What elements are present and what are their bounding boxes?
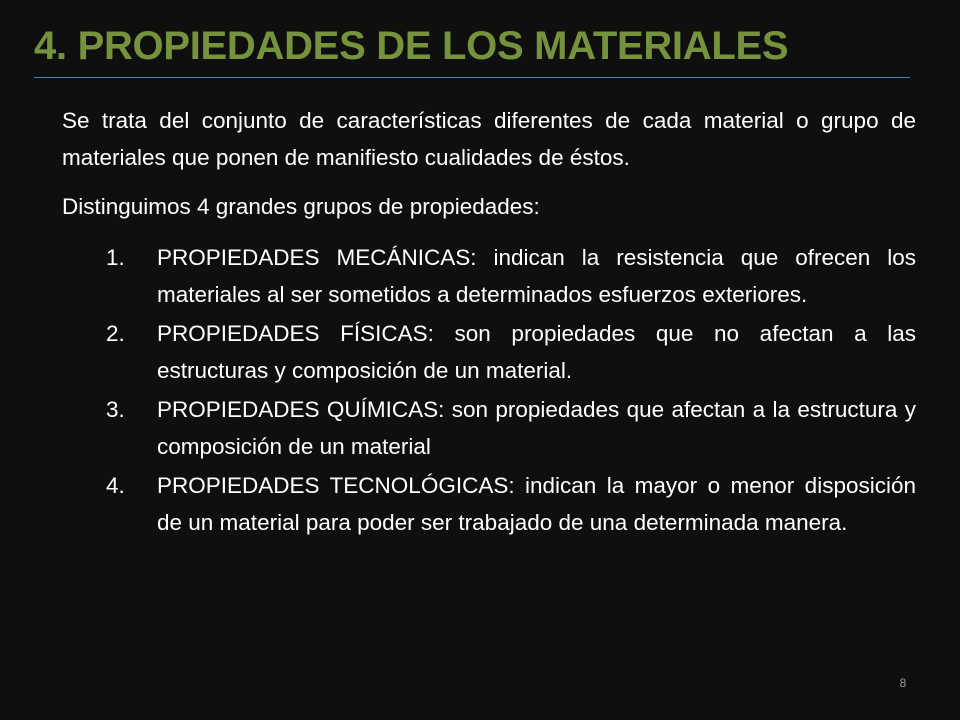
list-item-text: PROPIEDADES TECNOLÓGICAS: indican la mayor o menor disposición de un material para poder ser trabajado de una determinada manera.	[157, 473, 916, 535]
slide-title: 4. PROPIEDADES DE LOS MATERIALES	[34, 24, 789, 68]
list-item-text: PROPIEDADES MECÁNICAS: indican la resistencia que ofrecen los materiales al ser sometidos a determinados esfuerzos exteriores.	[157, 245, 916, 307]
list-item	[62, 239, 916, 313]
slide-body	[62, 102, 916, 543]
list-item-number: 3.	[106, 397, 125, 422]
list-item	[62, 391, 916, 465]
list-item	[62, 467, 916, 541]
page-number: 8	[899, 676, 907, 690]
list-item-text: PROPIEDADES QUÍMICAS: son propiedades que afectan a la estructura y composición de un material	[157, 397, 916, 459]
intro-paragraph: Se trata del conjunto de características diferentes de cada material o grupo de materiales que ponen de manifiesto cualidades de éstos.	[62, 108, 916, 170]
list-item	[62, 315, 916, 389]
list-item-number: 2.	[106, 321, 125, 346]
lead-paragraph: Distinguimos 4 grandes grupos de propiedades:	[62, 194, 540, 219]
list-item-number: 1.	[106, 245, 125, 270]
title-divider	[34, 77, 910, 78]
list-item-number: 4.	[106, 473, 125, 498]
list-item-text: PROPIEDADES FÍSICAS: son propiedades que no afectan a las estructuras y composición de un material.	[157, 321, 916, 383]
properties-list	[62, 239, 916, 541]
